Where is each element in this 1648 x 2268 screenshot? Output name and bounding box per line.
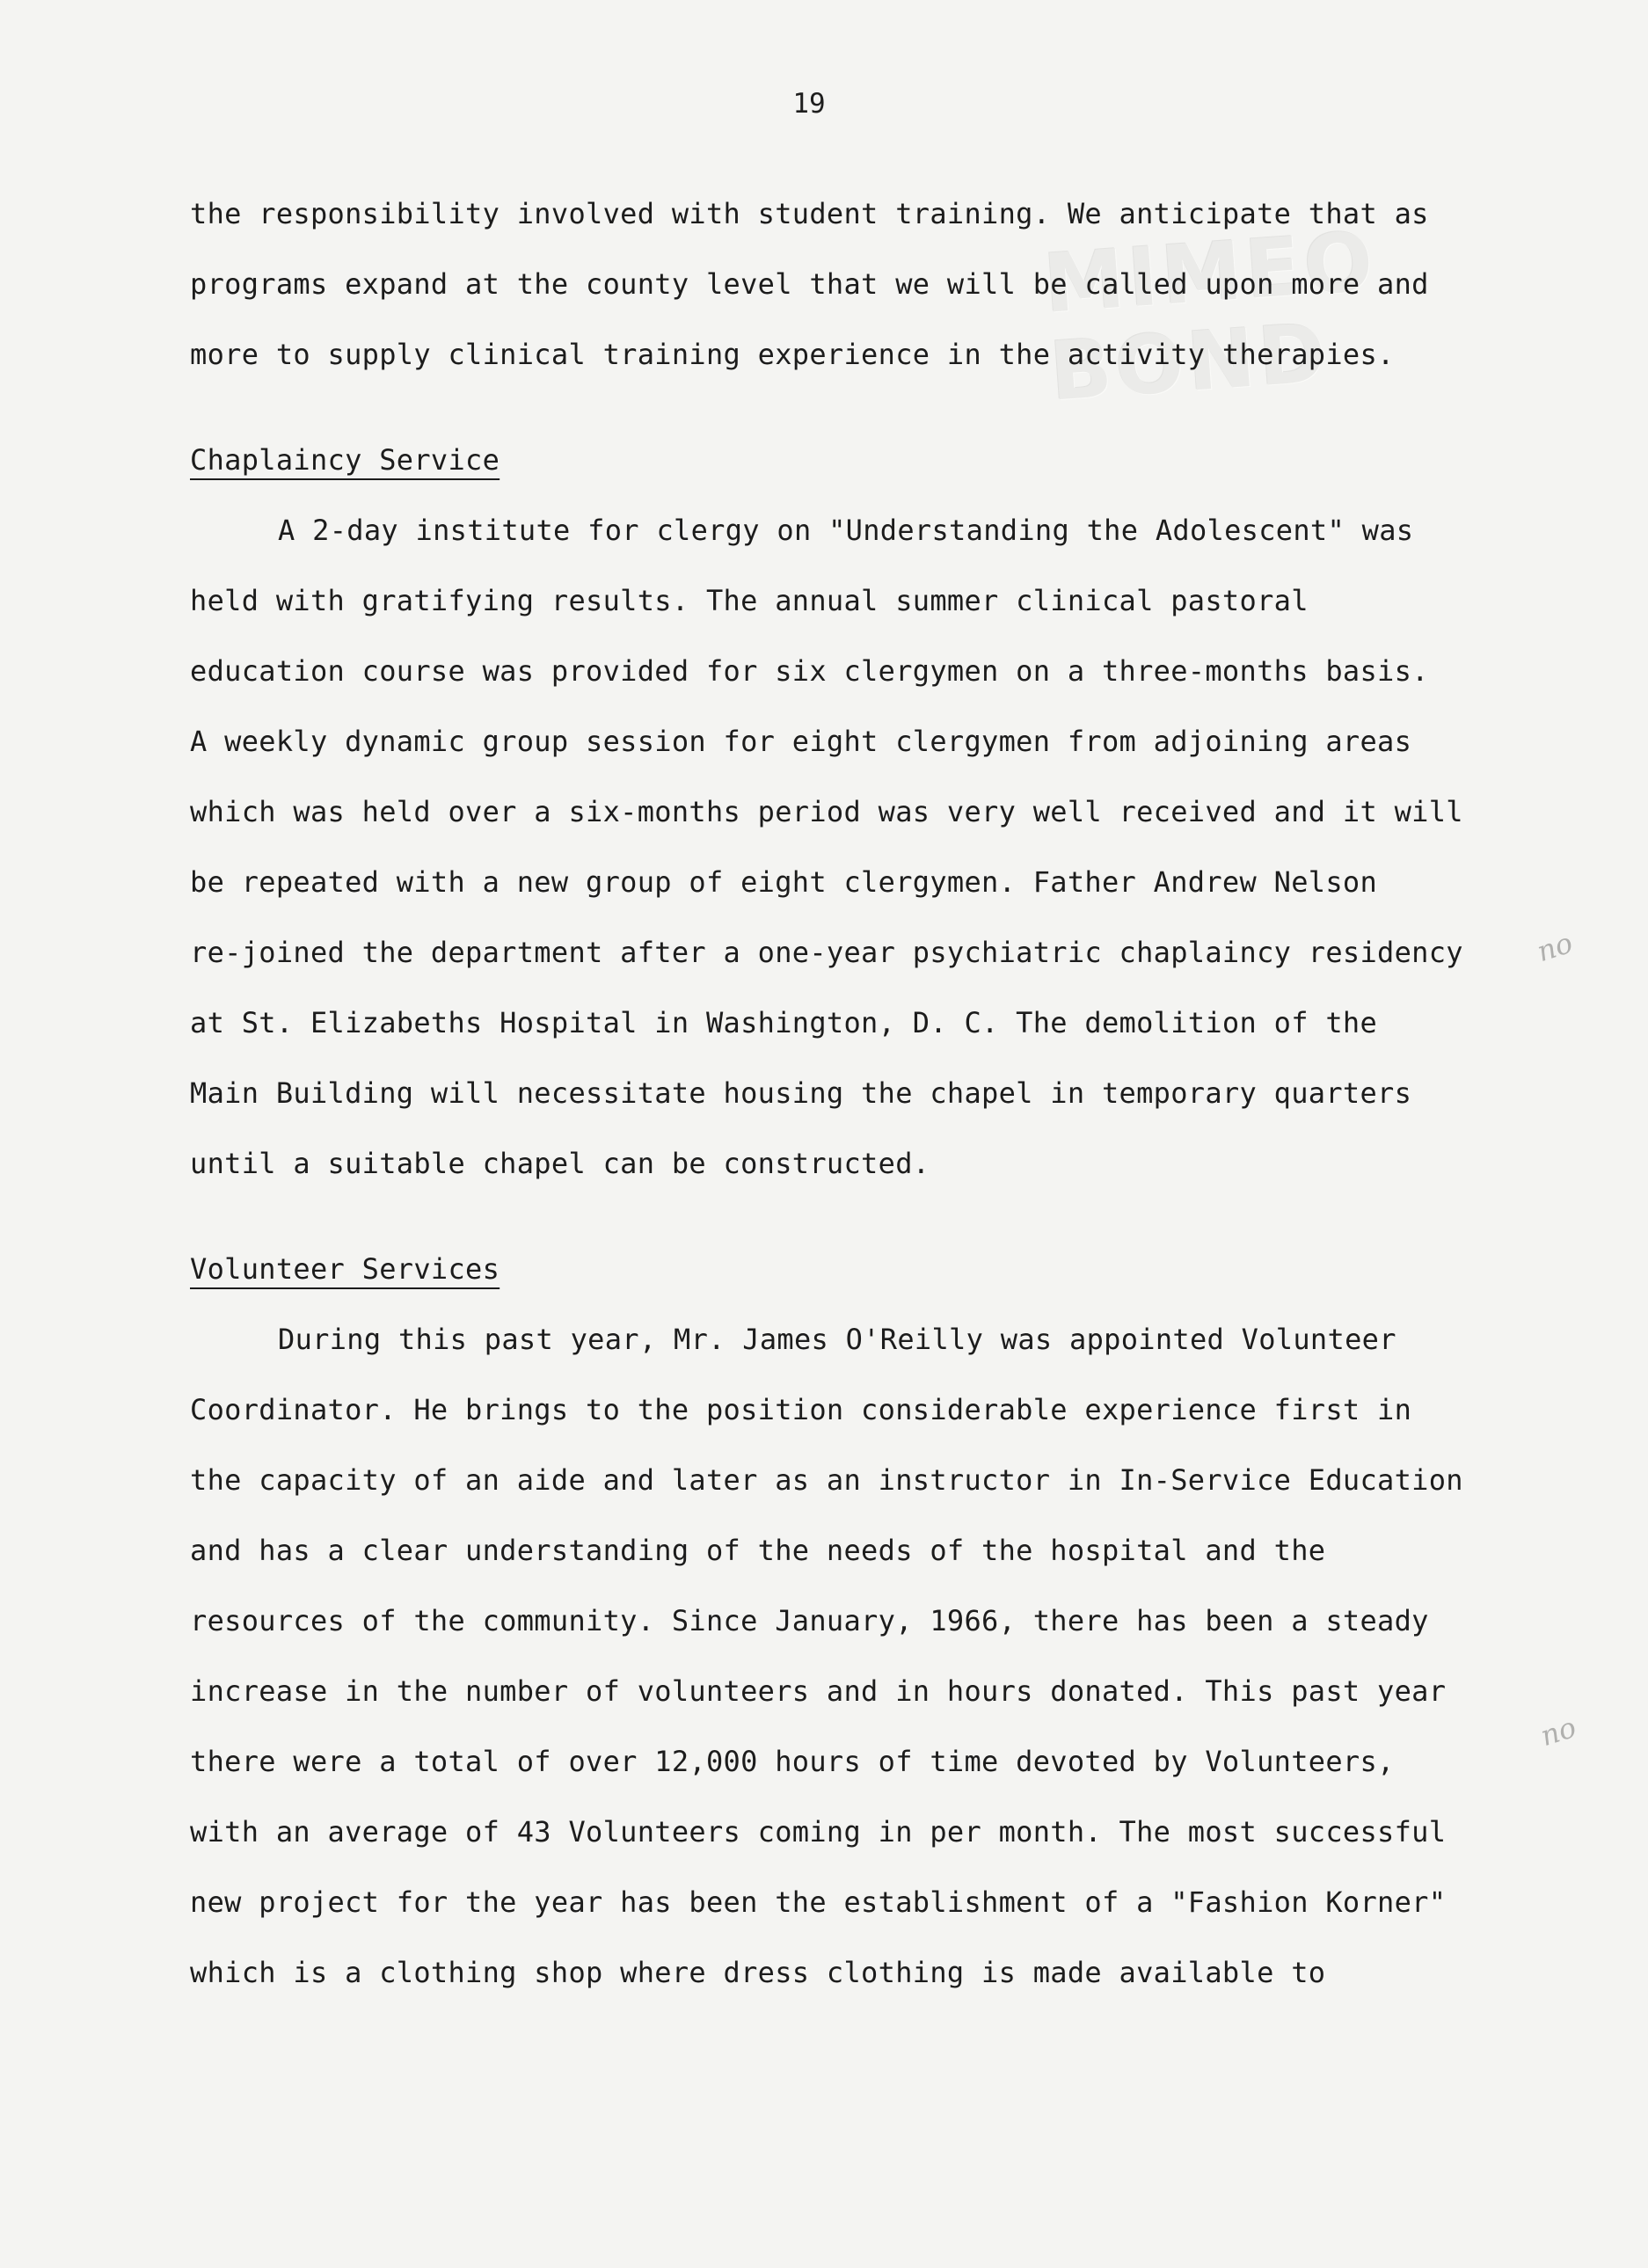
chaplaincy-heading-line	[190, 425, 1562, 495]
text-line: the capacity of an aide and later as an instructor in In-Service Education	[190, 1463, 1463, 1497]
text-line: with an average of 43 Volunteers coming in per month. The most successful	[190, 1815, 1447, 1849]
handwritten-margin-note: no	[1536, 1710, 1580, 1754]
section-heading-volunteer: Volunteer Services	[190, 1252, 500, 1286]
page-number: 19	[792, 88, 826, 120]
text-line: which was held over a six-months period was very well received and it will	[190, 795, 1463, 828]
text-line: Coordinator. He brings to the position considerable experience first in	[190, 1393, 1412, 1426]
text-line: programs expand at the county level that we will be called upon more and	[190, 267, 1429, 301]
text-line: education course was provided for six clergymen on a three-months basis.	[190, 654, 1429, 688]
volunteer-section	[190, 1234, 1562, 2008]
text-line: and has a clear understanding of the needs of the hospital and the	[190, 1534, 1326, 1567]
watermark-text: MIMEO BOND	[1040, 214, 1380, 419]
text-line: the responsibility involved with student training. We anticipate that as	[190, 197, 1429, 230]
text-line: new project for the year has been the establishment of a "Fashion Korner"	[190, 1885, 1447, 1919]
text-line: re-joined the department after a one-year psychiatric chaplaincy residency	[190, 936, 1463, 969]
volunteer-heading-line	[190, 1234, 1562, 1304]
text-line: During this past year, Mr. James O'Reilly was appointed Volunteer	[278, 1323, 1396, 1356]
text-line: increase in the number of volunteers and in hours donated. This past year	[190, 1674, 1447, 1708]
intro-paragraph	[190, 179, 1562, 390]
text-line: at St. Elizabeths Hospital in Washington, D. C. The demolition of the	[190, 1006, 1378, 1039]
text-line: which is a clothing shop where dress clothing is made available to	[190, 1956, 1326, 1989]
text-line: there were a total of over 12,000 hours of time devoted by Volunteers,	[190, 1745, 1395, 1778]
text-line: Main Building will necessitate housing the chapel in temporary quarters	[190, 1076, 1412, 1110]
chaplaincy-section	[190, 425, 1562, 1199]
text-line: until a suitable chapel can be constructed.	[190, 1147, 930, 1180]
text-line: A weekly dynamic group session for eight clergymen from adjoining areas	[190, 725, 1412, 758]
text-line: held with gratifying results. The annual summer clinical pastoral	[190, 584, 1309, 617]
text-line: A 2-day institute for clergy on "Understanding the Adolescent" was	[278, 514, 1414, 547]
text-line: resources of the community. Since January, 1966, there has been a steady	[190, 1604, 1429, 1637]
text-line: be repeated with a new group of eight clergymen. Father Andrew Nelson	[190, 865, 1378, 899]
section-heading-chaplaincy: Chaplaincy Service	[190, 443, 500, 477]
text-line: more to supply clinical training experience in the activity therapies.	[190, 338, 1395, 371]
handwritten-margin-note: no	[1533, 925, 1577, 969]
